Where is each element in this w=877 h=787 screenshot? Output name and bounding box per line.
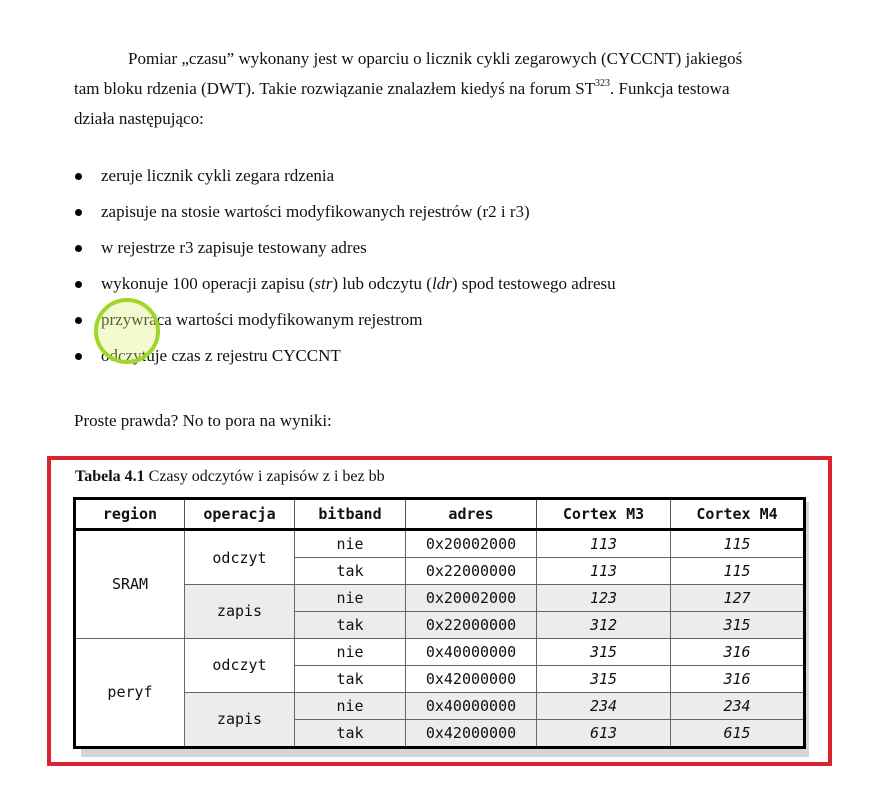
bullet-dot-icon <box>75 317 82 324</box>
bitband-cell: nie <box>295 692 406 719</box>
address-cell: 0x20002000 <box>406 585 537 612</box>
header-cortex-m4: Cortex M4 <box>671 499 805 530</box>
bullet-dot-icon <box>75 353 82 360</box>
list-item: wykonuje 100 operacji zapisu (str) lub odczytu (ldr) spod testowego adresu <box>74 266 810 302</box>
address-cell: 0x40000000 <box>406 638 537 665</box>
m3-cell: 234 <box>537 692 671 719</box>
m4-cell: 316 <box>671 665 805 692</box>
list-item: zeruje licznik cykli zegara rdzenia <box>74 158 810 194</box>
list-item: przywraca wartości modyfikowanym rejestrom <box>74 302 810 338</box>
bitband-cell: tak <box>295 558 406 585</box>
bitband-cell: tak <box>295 611 406 638</box>
results-table <box>73 497 806 749</box>
m3-cell: 123 <box>537 585 671 612</box>
intro-paragraph <box>74 44 810 134</box>
table-row <box>75 692 805 719</box>
table-row <box>75 638 805 665</box>
region-cell: SRAM <box>75 530 185 639</box>
list-item: odczytuje czas z rejestru CYCCNT <box>74 338 810 374</box>
operation-cell: zapis <box>185 585 295 639</box>
table-row <box>75 585 805 612</box>
bullet-dot-icon <box>75 245 82 252</box>
header-adres: adres <box>406 499 537 530</box>
m4-cell: 316 <box>671 638 805 665</box>
table-caption <box>75 466 385 488</box>
m3-cell: 113 <box>537 530 671 558</box>
operation-cell: zapis <box>185 692 295 747</box>
bullet-dot-icon <box>75 281 82 288</box>
list-item: zapisuje na stosie wartości modyfikowanych rejestrów (r2 i r3) <box>74 194 810 230</box>
address-cell: 0x40000000 <box>406 692 537 719</box>
header-operacja: operacja <box>185 499 295 530</box>
operation-cell: odczyt <box>185 638 295 692</box>
table-row <box>75 530 805 558</box>
header-bitband: bitband <box>295 499 406 530</box>
header-cortex-m3: Cortex M3 <box>537 499 671 530</box>
bullet-dot-icon <box>75 173 82 180</box>
table-caption-text: Czasy odczytów i zapisów z i bez bb <box>144 468 385 485</box>
bitband-cell: nie <box>295 585 406 612</box>
outro-text: Proste prawda? No to pora na wyniki: <box>74 411 332 430</box>
m3-cell: 315 <box>537 638 671 665</box>
m4-cell: 615 <box>671 719 805 747</box>
bitband-cell: nie <box>295 530 406 558</box>
header-region: region <box>75 499 185 530</box>
m4-cell: 127 <box>671 585 805 612</box>
intro-line-2b: . Funkcja testowa <box>610 79 730 98</box>
m3-cell: 312 <box>537 611 671 638</box>
bitband-cell: tak <box>295 719 406 747</box>
address-cell: 0x42000000 <box>406 719 537 747</box>
operation-cell: odczyt <box>185 530 295 585</box>
m3-cell: 113 <box>537 558 671 585</box>
address-cell: 0x42000000 <box>406 665 537 692</box>
intro-line-1: Pomiar „czasu” wykonany jest w oparciu o licznik cykli zegarowych (CYCCNT) jakiegoś <box>128 49 743 68</box>
m4-cell: 315 <box>671 611 805 638</box>
bitband-cell: nie <box>295 638 406 665</box>
bitband-cell: tak <box>295 665 406 692</box>
address-cell: 0x22000000 <box>406 558 537 585</box>
m4-cell: 115 <box>671 530 805 558</box>
table-caption-label: Tabela 4.1 <box>75 468 145 485</box>
address-cell: 0x20002000 <box>406 530 537 558</box>
bullet-dot-icon <box>75 209 82 216</box>
list-item: w rejestrze r3 zapisuje testowany adres <box>74 230 810 266</box>
m3-cell: 315 <box>537 665 671 692</box>
intro-line-2a: tam bloku rdzenia (DWT). Takie rozwiązanie znalazłem kiedyś na forum ST <box>74 79 596 98</box>
table-header-row <box>75 499 805 530</box>
address-cell: 0x22000000 <box>406 611 537 638</box>
intro-line-3: działa następująco: <box>74 109 204 128</box>
steps-list <box>74 158 810 374</box>
region-cell: peryf <box>75 638 185 747</box>
footnote-ref[interactable]: 323 <box>595 78 611 89</box>
m3-cell: 613 <box>537 719 671 747</box>
m4-cell: 115 <box>671 558 805 585</box>
m4-cell: 234 <box>671 692 805 719</box>
